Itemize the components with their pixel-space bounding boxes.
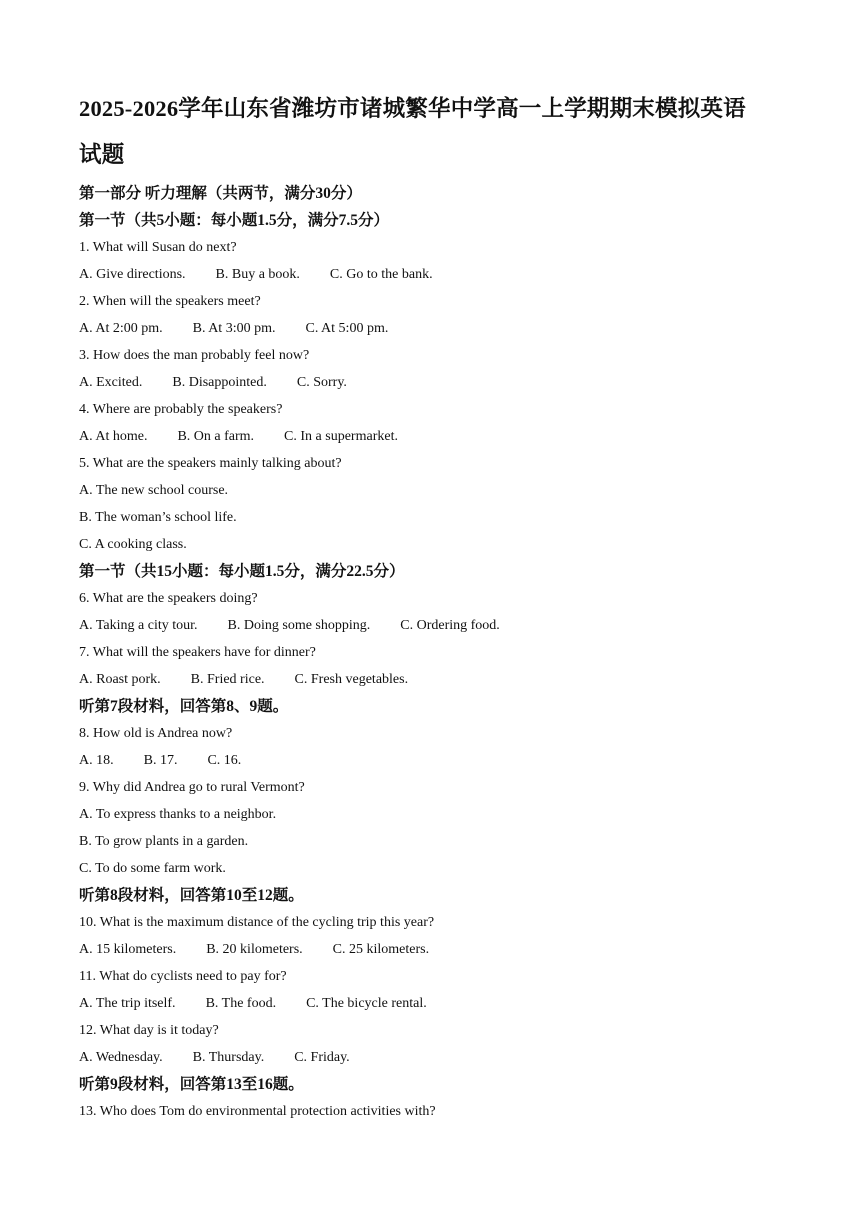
part1-heading: 第一部分 听力理解（共两节，满分30分） [79, 185, 362, 202]
option-c: C. Sorry. [296, 375, 347, 390]
option-a: A. Give directions. [79, 267, 186, 282]
option-b: B. Doing some shopping. [227, 618, 371, 633]
question-10: 10. What is the maximum distance of the cycling trip this year? [79, 915, 435, 930]
question-6: 6. What are the speakers doing? [79, 591, 258, 606]
option-c: C. The bicycle rental. [306, 996, 427, 1011]
question-4: 4. Where are probably the speakers? [79, 402, 283, 417]
option-c: C. Ordering food. [400, 618, 500, 633]
question-5: 5. What are the speakers mainly talking about? [79, 456, 342, 471]
question-13: 13. Who does Tom do environmental protection activities with? [79, 1104, 436, 1119]
exam-title-line1: 2025-2026学年山东省潍坊市诸城繁华中学高一上学期期末模拟英语 [79, 96, 746, 121]
question-1: 1. What will Susan do next? [79, 240, 237, 255]
option-b: B. Buy a book. [215, 267, 300, 282]
question-10-options [79, 936, 799, 963]
option-a: A. Roast pork. [79, 672, 161, 687]
question-11: 11. What do cyclists need to pay for? [79, 969, 287, 984]
question-11-options [79, 990, 799, 1017]
question-6-options [79, 612, 799, 639]
option-a: A. 18. [79, 753, 114, 768]
option-a: A. The trip itself. [79, 996, 176, 1011]
option-a: A. Excited. [79, 375, 143, 390]
question-9: 9. Why did Andrea go to rural Vermont? [79, 780, 305, 795]
option-c: C. Fresh vegetables. [294, 672, 409, 687]
option-c: C. At 5:00 pm. [305, 321, 389, 336]
question-7-options [79, 666, 799, 693]
option-b: B. At 3:00 pm. [192, 321, 276, 336]
question-5-option-a: A. The new school course. [79, 483, 229, 498]
question-8: 8. How old is Andrea now? [79, 726, 233, 741]
option-c: C. In a supermarket. [284, 429, 398, 444]
option-c: C. Friday. [294, 1050, 350, 1065]
question-12-options [79, 1044, 799, 1071]
option-b: B. Thursday. [192, 1050, 265, 1065]
question-2: 2. When will the speakers meet? [79, 294, 261, 309]
question-9-option-b: B. To grow plants in a garden. [79, 834, 249, 849]
question-5-option-c: C. A cooking class. [79, 537, 187, 552]
option-b: B. 20 kilometers. [206, 942, 303, 957]
option-b: B. The food. [205, 996, 277, 1011]
option-a: A. Taking a city tour. [79, 618, 198, 633]
question-4-options [79, 423, 799, 450]
question-8-options [79, 747, 799, 774]
question-7: 7. What will the speakers have for dinner? [79, 645, 316, 660]
question-3: 3. How does the man probably feel now? [79, 348, 310, 363]
option-b: B. On a farm. [177, 429, 255, 444]
passage8-heading: 听第8段材料，回答第10至12题。 [79, 887, 304, 904]
option-c: C. 16. [207, 753, 242, 768]
option-a: A. Wednesday. [79, 1050, 163, 1065]
question-3-options [79, 369, 799, 396]
question-12: 12. What day is it today? [79, 1023, 219, 1038]
option-a: A. At home. [79, 429, 148, 444]
section1-heading: 第一节（共5小题：每小题1.5分，满分7.5分） [79, 212, 390, 229]
option-a: A. At 2:00 pm. [79, 321, 163, 336]
option-b: B. Disappointed. [172, 375, 267, 390]
exam-title [79, 86, 799, 178]
section2-heading: 第一节（共15小题：每小题1.5分，满分22.5分） [79, 563, 405, 580]
question-2-options [79, 315, 799, 342]
option-a: A. 15 kilometers. [79, 942, 177, 957]
passage9-heading: 听第9段材料，回答第13至16题。 [79, 1076, 304, 1093]
option-c: C. 25 kilometers. [332, 942, 430, 957]
exam-page [79, 86, 799, 1125]
option-c: C. Go to the bank. [329, 267, 433, 282]
exam-title-line2: 试题 [79, 142, 125, 167]
option-b: B. 17. [143, 753, 178, 768]
question-5-option-b: B. The woman’s school life. [79, 510, 237, 525]
question-9-option-c: C. To do some farm work. [79, 861, 226, 876]
passage7-heading: 听第7段材料，回答第8、9题。 [79, 698, 289, 715]
option-b: B. Fried rice. [190, 672, 265, 687]
question-9-option-a: A. To express thanks to a neighbor. [79, 807, 277, 822]
question-1-options [79, 261, 799, 288]
